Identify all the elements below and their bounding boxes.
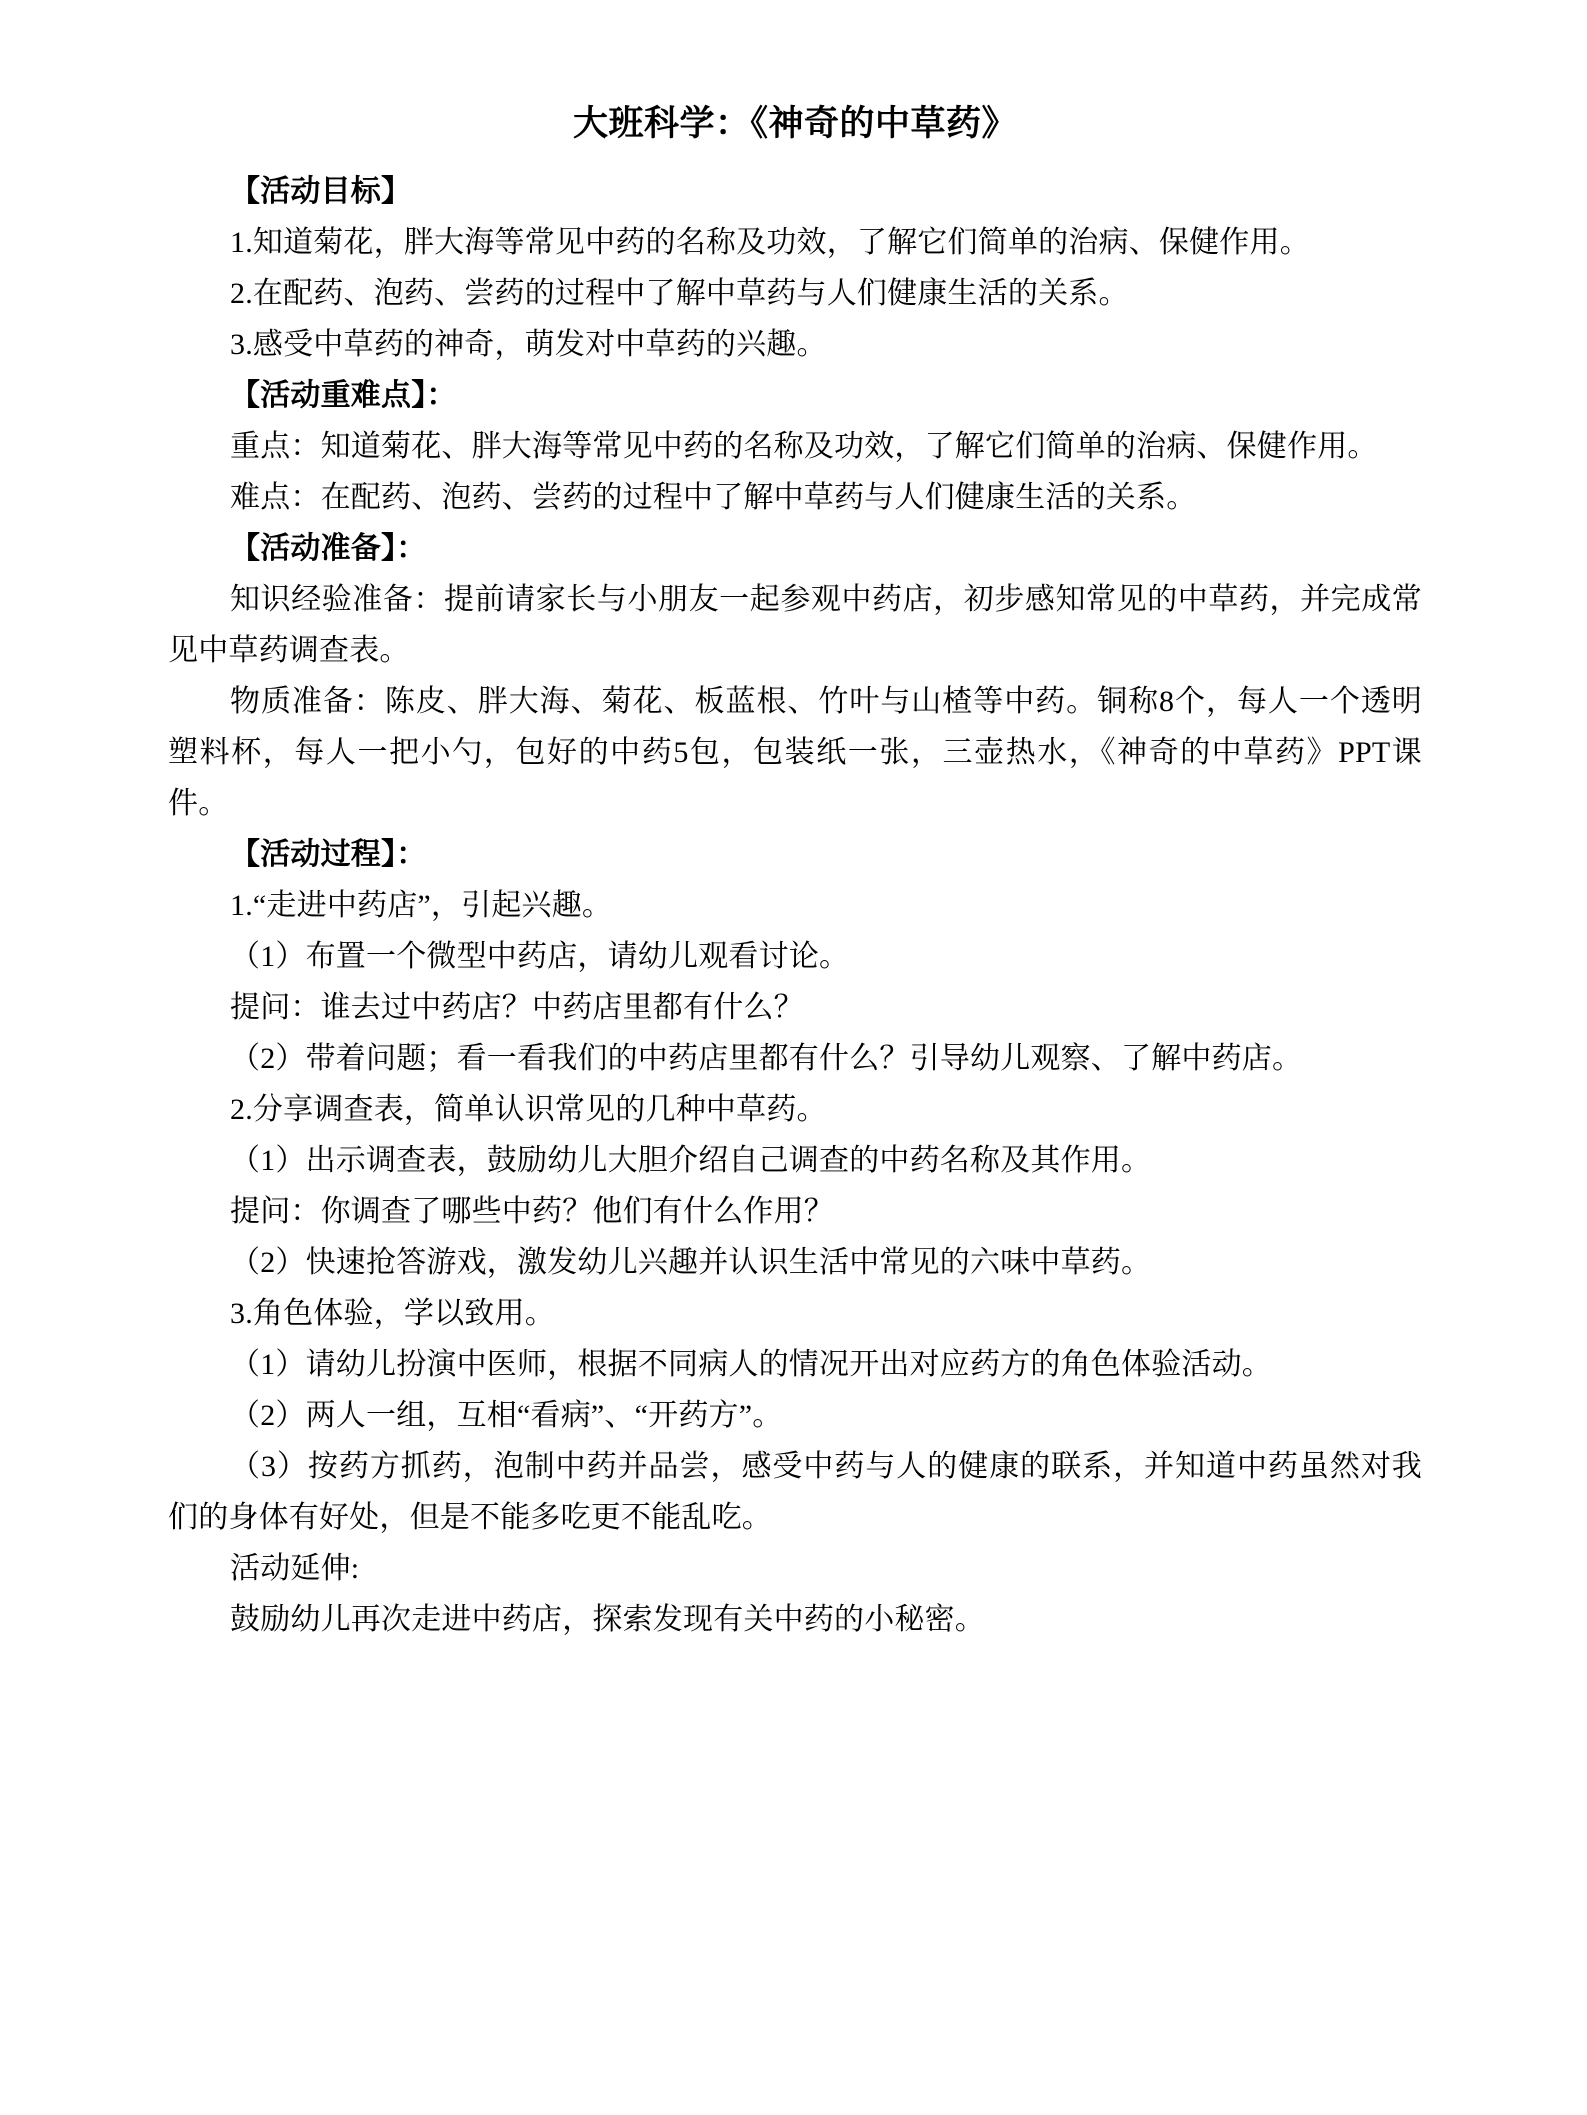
section-heading: 【活动重难点】： xyxy=(230,379,457,412)
section-paragraph: 物质准备：陈皮、胖大海、菊花、板蓝根、竹叶与山楂等中药。铜称8个，每人一个透明塑料杯，每人一把小勺，包好的中药5包，包装纸一张，三壶热水，《神奇的中草药》PPT课件。 xyxy=(168,685,1422,820)
document-section xyxy=(168,1543,1422,1645)
section-paragraph: 提问：谁去过中药店？中药店里都有什么？ xyxy=(230,991,804,1024)
document-section xyxy=(168,370,1422,523)
document-body xyxy=(168,96,1422,1645)
document-section xyxy=(168,166,1422,370)
section-heading: 活动延伸: xyxy=(230,1552,360,1585)
section-paragraph: （2）两人一组，互相“看病”、“开药方”。 xyxy=(230,1399,783,1432)
section-paragraph: 重点：知道菊花、胖大海等常见中药的名称及功效，了解它们简单的治病、保健作用。 xyxy=(230,430,1378,463)
section-paragraph: （1）布置一个微型中药店，请幼儿观看讨论。 xyxy=(230,940,850,973)
sections-container xyxy=(168,166,1422,1645)
section-paragraph: （1）出示调查表，鼓励幼儿大胆介绍自己调查的中药名称及其作用。 xyxy=(230,1144,1152,1177)
section-paragraph: 知识经验准备：提前请家长与小朋友一起参观中药店，初步感知常见的中草药，并完成常见中草药调查表。 xyxy=(168,583,1422,667)
section-paragraph: （2）快速抢答游戏，激发幼儿兴趣并认识生活中常见的六味中草药。 xyxy=(230,1246,1152,1279)
section-paragraph: 2.在配药、泡药、尝药的过程中了解中草药与人们健康生活的关系。 xyxy=(230,277,1129,310)
section-paragraph: 鼓励幼儿再次走进中药店，探索发现有关中药的小秘密。 xyxy=(230,1603,985,1636)
section-heading: 【活动目标】 xyxy=(230,175,412,208)
document-section xyxy=(168,829,1422,1543)
section-paragraph: 3.感受中草药的神奇，萌发对中草药的兴趣。 xyxy=(230,328,827,361)
section-paragraph: 3.角色体验，学以致用。 xyxy=(230,1297,555,1330)
section-paragraph: （1）请幼儿扮演中医师，根据不同病人的情况开出对应药方的角色体验活动。 xyxy=(230,1348,1272,1381)
section-paragraph: （3）按药方抓药，泡制中药并品尝，感受中药与人的健康的联系，并知道中药虽然对我们的身体有好处，但是不能多吃更不能乱吃。 xyxy=(168,1450,1422,1534)
document-section xyxy=(168,523,1422,829)
page-title: 大班科学：《神奇的中草药》 xyxy=(572,104,1017,143)
section-paragraph: 1.“走进中药店”，引起兴趣。 xyxy=(230,889,613,922)
section-paragraph: 提问：你调查了哪些中药？他们有什么作用？ xyxy=(230,1195,834,1228)
section-heading: 【活动准备】： xyxy=(230,532,427,565)
section-paragraph: （2）带着问题；看一看我们的中药店里都有什么？引导幼儿观察、了解中药店。 xyxy=(230,1042,1303,1075)
section-heading: 【活动过程】： xyxy=(230,838,427,871)
section-paragraph: 2.分享调查表，简单认识常见的几种中草药。 xyxy=(230,1093,827,1126)
section-paragraph: 难点：在配药、泡药、尝药的过程中了解中草药与人们健康生活的关系。 xyxy=(230,481,1197,514)
section-paragraph: 1.知道菊花，胖大海等常见中药的名称及功效，了解它们简单的治病、保健作用。 xyxy=(230,226,1310,259)
